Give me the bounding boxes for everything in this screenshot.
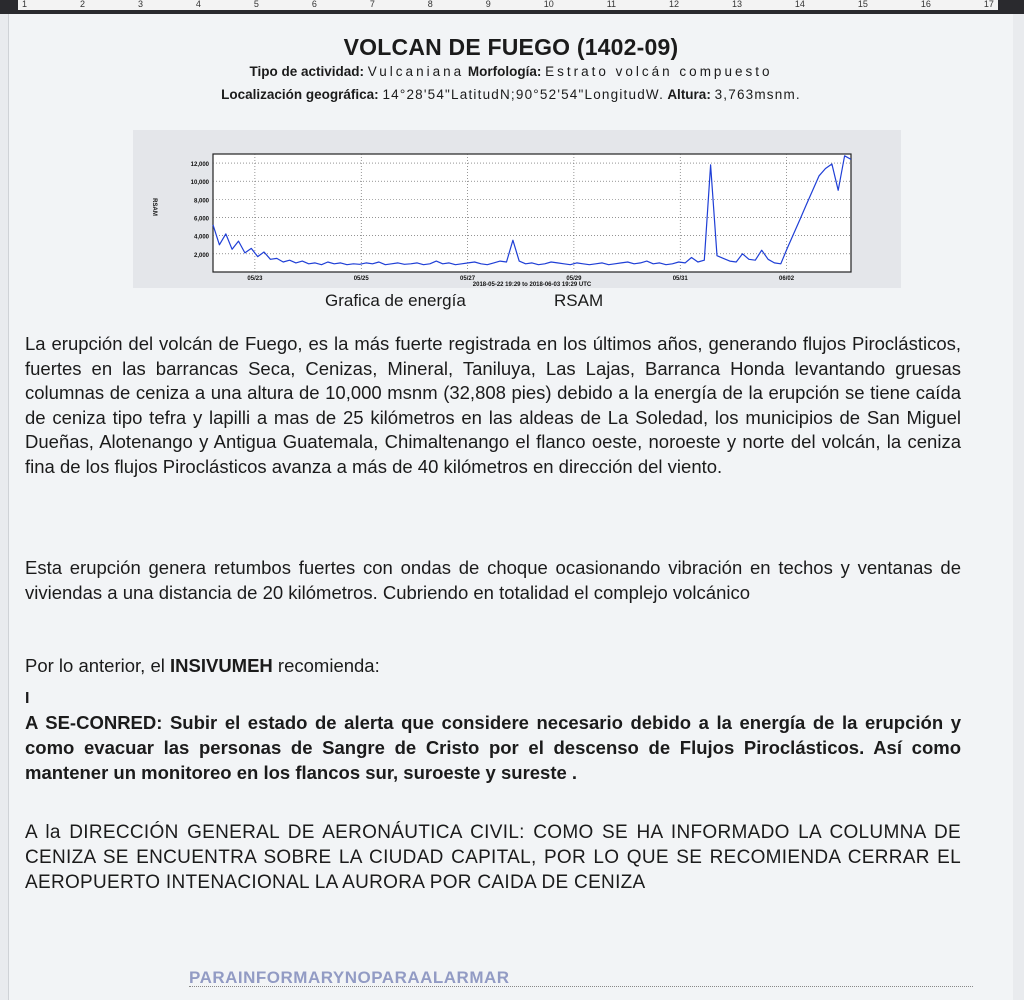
caption-right: RSAM <box>554 291 604 310</box>
y-axis-label: RSAM <box>151 198 157 216</box>
text-cursor: I <box>25 690 30 707</box>
org-name: INSIVUMEH <box>170 655 273 676</box>
footer-divider <box>189 986 973 987</box>
page-title: VOLCAN DE FUEGO (1402-09) <box>343 34 679 60</box>
tipo-value: Vulcaniana <box>367 64 465 79</box>
tipo-label: Tipo de actividad: <box>249 64 365 79</box>
x-tick-label: 05/31 <box>672 276 688 282</box>
ruler-mark: 14 <box>794 0 805 9</box>
paragraph-eruption: La erupción del volcán de Fuego, es la más fuerte registrada en los últimos años, generando flujos Piroclásticos, fuertes en las barrancas Seca, Cenizas, Mineral, Taniluya, Las Lajas, Barranca Honda levantando gruesas columnas de ceniza a una altura de 10,000 msnm (32,808 pies) debido a la energía de la erupción se tiene caída de ceniza tipo tefra y lapilli a mas de 25 kilómetros en las aldeas de La Soledad, los municipios de San Miguel Dueñas, Alotenango y Antigua Guatemala, Chimaltenango el flanco oeste, noroeste y norte del volcán, la ceniza fina de los flujos Piroclásticos avanza a más de 40 kilómetros en dirección del viento. <box>25 333 961 477</box>
ruler-mark: 13 <box>731 0 742 9</box>
x-tick-label: 05/27 <box>460 276 476 282</box>
intro-suffix: recomienda: <box>272 655 380 676</box>
morfologia-value: Estrato volcán compuesto <box>545 64 773 79</box>
ruler-mark: 12 <box>668 0 679 9</box>
rsam-chart <box>133 130 901 288</box>
activity-line <box>9 64 1013 79</box>
plot-area <box>213 154 851 272</box>
y-tick-label: 6,000 <box>193 216 209 223</box>
ruler <box>0 0 1024 14</box>
paragraph-aeronautica: A la DIRECCIÓN GENERAL DE AERONÁUTICA CIVIL: COMO SE HA INFORMADO LA COLUMNA DE CENIZA SE ENCUENTRA SOBRE LA CIUDAD CAPITAL, POR LO QUE SE RECOMIENDA CERRAR EL AEROPUERTO INTENACIONAL LA AURORA POR CAIDA DE CENIZA <box>25 822 961 893</box>
caption-left: Grafica de energía <box>325 291 466 310</box>
x-tick-label: 06/02 <box>779 276 795 282</box>
loc-value: 14°28'54"LatitudN;90°52'54"LongitudW. <box>382 87 665 102</box>
ruler-mark: 5 <box>253 0 259 9</box>
altura-value: 3,763msnm. <box>714 87 801 102</box>
x-tick-label: 05/25 <box>353 276 369 282</box>
y-tick-label: 10,000 <box>190 180 209 187</box>
ruler-mark: 6 <box>311 0 317 9</box>
ruler-mark: 8 <box>427 0 433 9</box>
loc-label: Localización geográfica: <box>221 87 379 102</box>
paragraph-recommend-intro <box>25 654 961 679</box>
y-tick-label: 4,000 <box>193 234 209 241</box>
ruler-mark: 10 <box>543 0 554 9</box>
ruler-mark: 17 <box>983 0 994 9</box>
ruler-mark: 7 <box>369 0 375 9</box>
ruler-mark: 2 <box>79 0 85 9</box>
ruler-marks <box>18 0 998 10</box>
x-range-label: 2018-05-22 19:29 to 2018-06-03 19:29 UTC <box>472 282 592 288</box>
ruler-mark: 11 <box>606 0 617 9</box>
ruler-mark: 16 <box>920 0 931 9</box>
ruler-mark: 15 <box>857 0 868 9</box>
conred-text: A SE-CONRED: Subir el estado de alerta que considere necesario debido a la energía de la erupción y como evacuar las personas de Sangre de Cristo por el descenso de Flujos Piroclásticos. Así como mantener un monitoreo en los flancos sur, suroeste y sureste . <box>25 712 961 783</box>
ruler-mark: 4 <box>195 0 201 9</box>
location-line <box>9 87 1013 102</box>
rsam-chart-svg <box>133 130 901 288</box>
footer-slogan: PARAINFORMARYNOPARAALARMAR <box>189 968 510 987</box>
x-tick-label: 05/23 <box>247 276 263 282</box>
y-tick-label: 2,000 <box>193 252 209 259</box>
x-tick-label: 05/29 <box>566 276 582 282</box>
altura-label: Altura: <box>667 87 711 102</box>
paragraph-conred <box>25 690 961 785</box>
document-page <box>8 14 1013 1000</box>
y-tick-label: 12,000 <box>190 162 209 169</box>
morfologia-label: Morfología: <box>467 64 542 79</box>
intro-prefix: Por lo anterior, el <box>25 655 170 676</box>
y-tick-label: 8,000 <box>193 198 209 205</box>
ruler-mark: 9 <box>485 0 491 9</box>
ruler-mark: 1 <box>22 0 28 9</box>
ruler-mark: 3 <box>137 0 143 9</box>
paragraph-effects: Esta erupción genera retumbos fuertes con ondas de choque ocasionando vibración en techos y ventanas de viviendas a una distancia de 20 kilómetros. Cubriendo en totalidad el complejo volcánico <box>25 557 961 603</box>
